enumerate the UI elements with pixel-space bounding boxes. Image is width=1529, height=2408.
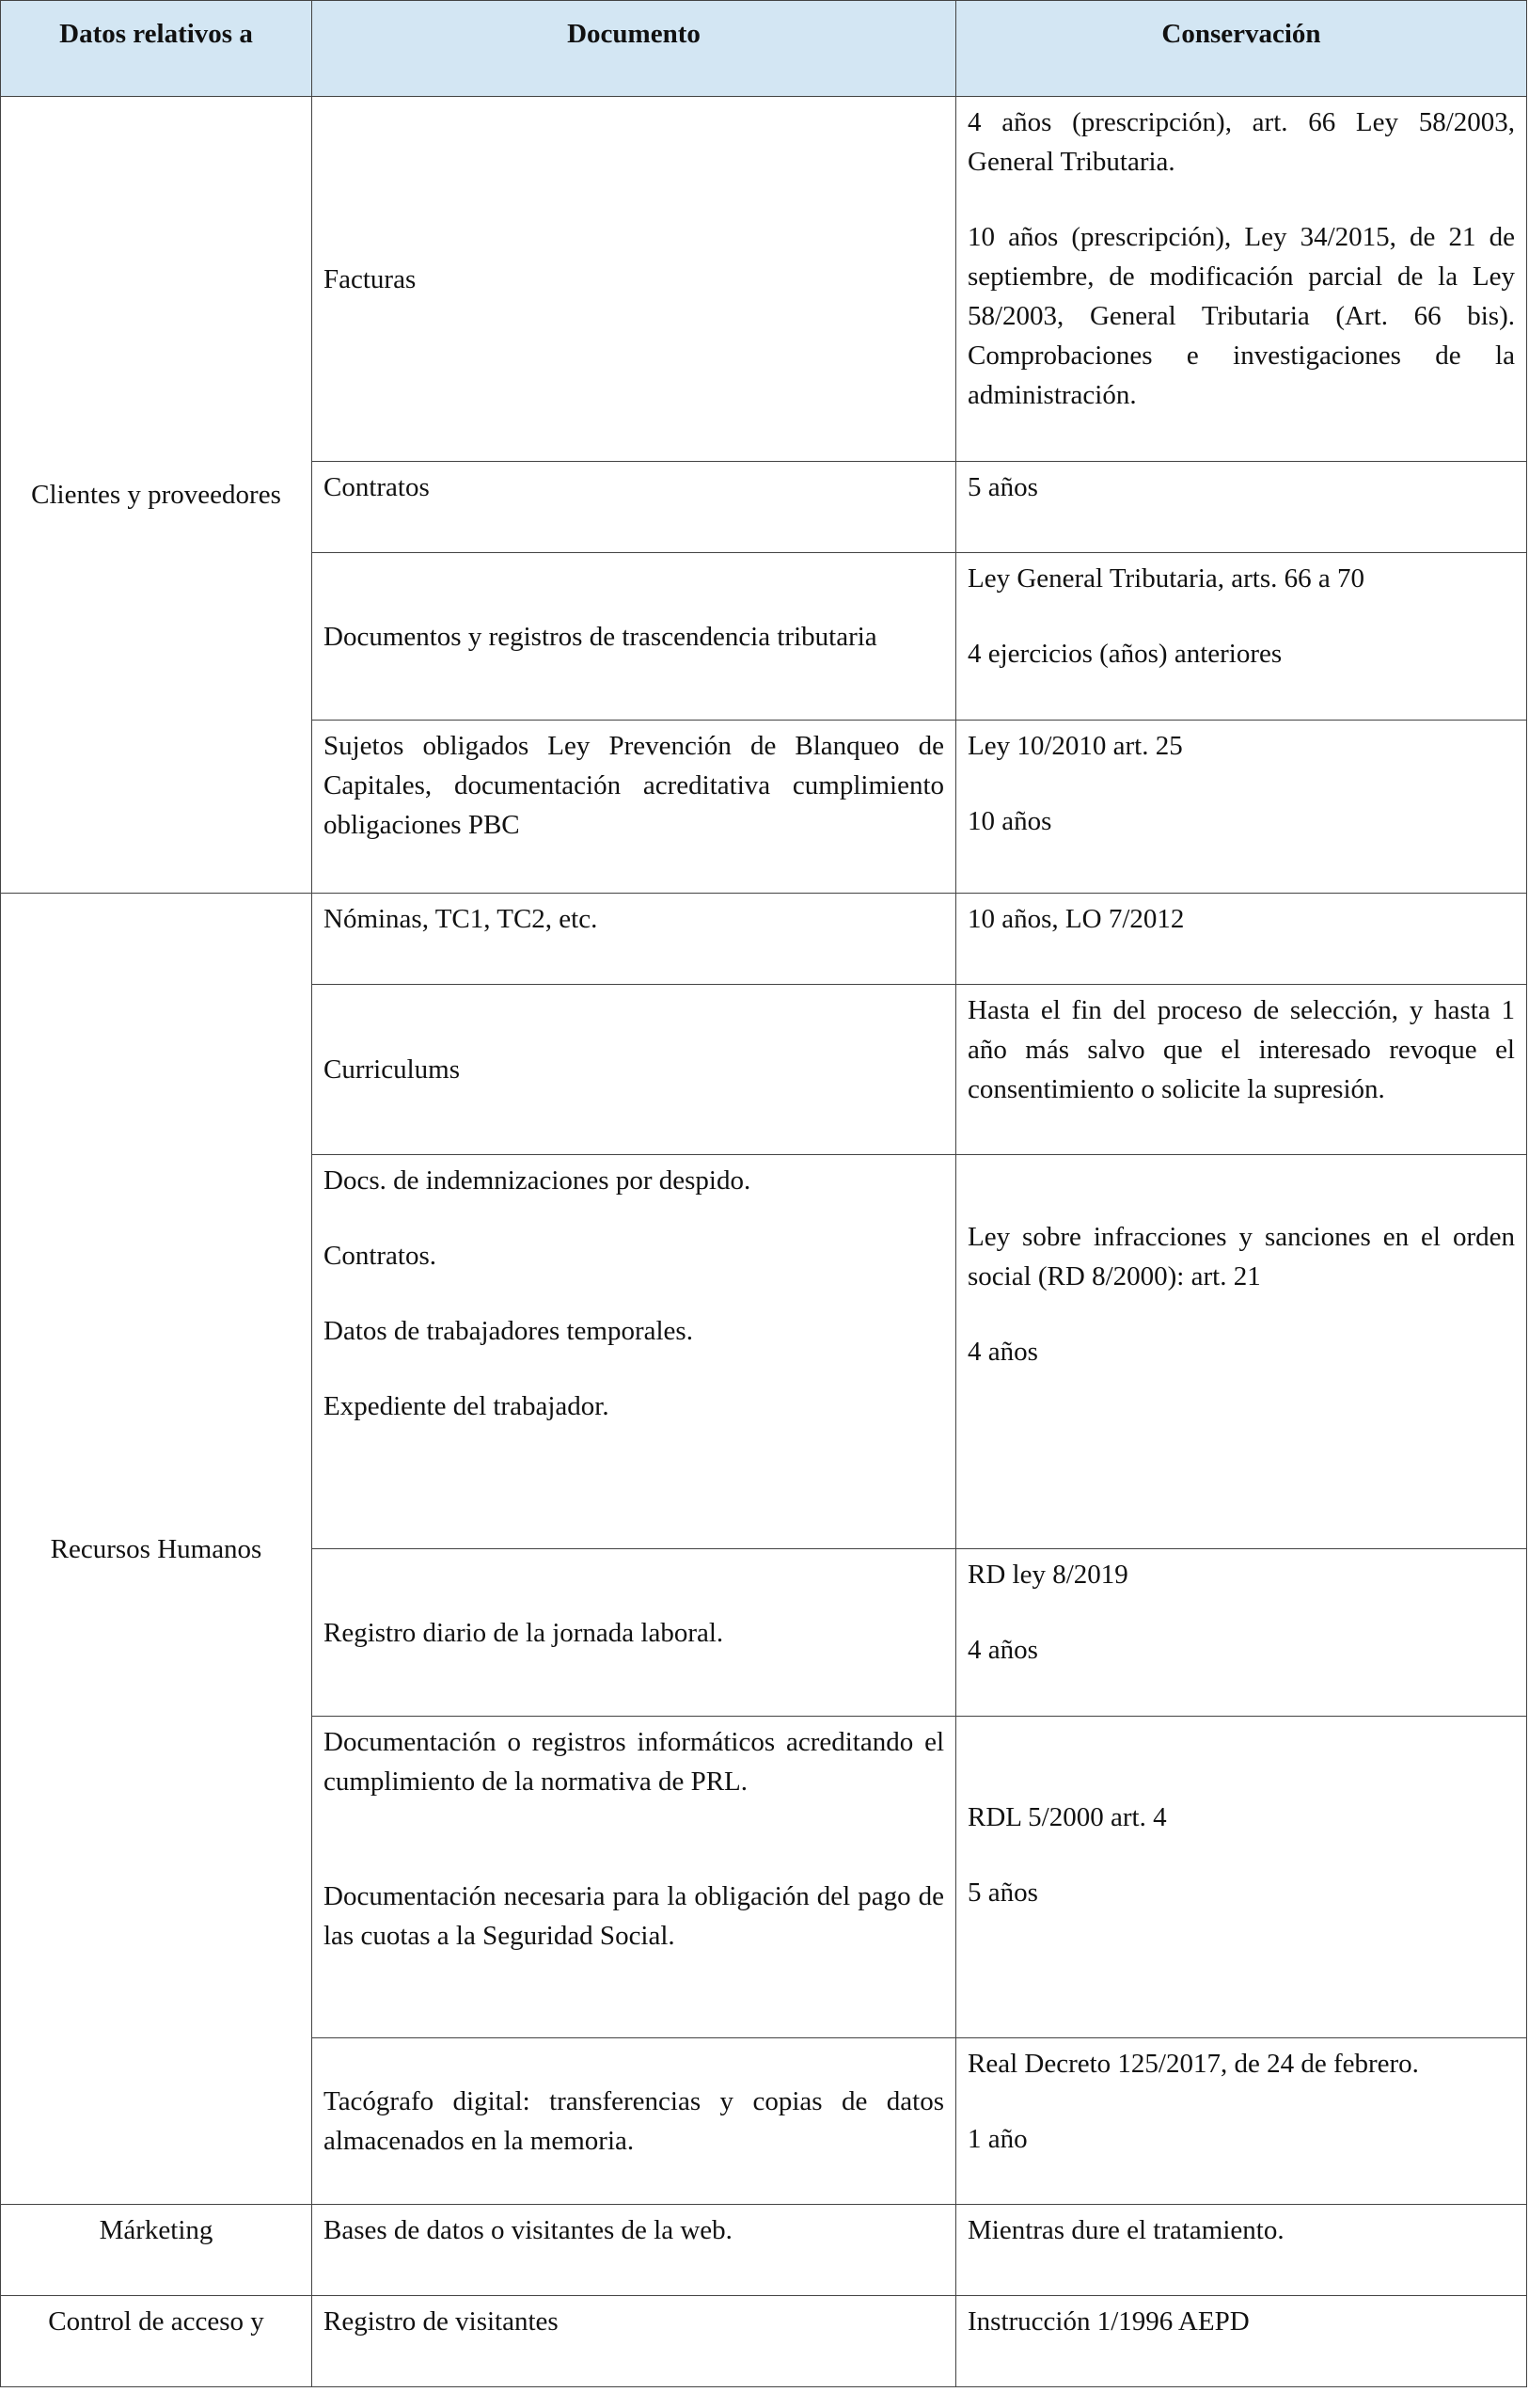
documento-text: Curriculums [323,1054,460,1085]
table-row-documento [311,1155,955,1549]
documento-text: Documentos y registros de trascendencia tributaria [323,621,877,652]
conservacion-text: Ley General Tributaria, arts. 66 a 70 [968,563,1365,594]
conservacion-text: 10 años, LO 7/2012 [968,904,1185,934]
table-row-conservacion [955,1549,1527,1717]
documento-text: Tacógrafo digital: transferencias y copias de datos almacenados en la memoria. [323,2086,944,2156]
conservacion-text: 4 años [968,1635,1038,1665]
table-row-conservacion [955,97,1527,462]
conservacion-text: 4 ejercicios (años) anteriores [968,639,1283,669]
conservacion-text: Mientras dure el tratamiento. [968,2215,1285,2245]
documento-text: Docs. de indemnizaciones por despido. [323,1165,751,1196]
table-row-conservacion [955,1717,1527,2038]
conservacion-text: RD ley 8/2019 [968,1560,1128,1590]
documento-text: Bases de datos o visitantes de la web. [323,2215,733,2245]
documento-text: Facturas [323,263,417,294]
conservacion-text: 4 años [968,1337,1038,1367]
documento-text: Documentación necesaria para la obligación del pago de las cuotas a la Seguridad Social. [323,1881,944,1951]
documento-text: Registro diario de la jornada laboral. [323,1617,724,1648]
conservacion-text: 5 años [968,472,1038,502]
group-control-acceso [0,2296,311,2387]
group-label: Márketing [99,2215,213,2245]
documento-text: Sujetos obligados Ley Prevención de Blanqueo de Capitales, documentación acreditativa cumplimiento obligaciones PBC [323,731,944,840]
table-row-documento [311,97,955,462]
conservacion-text: Ley 10/2010 art. 25 [968,731,1183,761]
conservacion-text: RDL 5/2000 art. 4 [968,1802,1167,1832]
table-row-conservacion [955,1155,1527,1549]
table-row-conservacion [955,721,1527,894]
table-row-conservacion [955,2205,1527,2296]
conservacion-text: Instrucción 1/1996 AEPD [968,2306,1250,2337]
documento-text: Datos de trabajadores temporales. [323,1316,693,1346]
documento-text: Registro de visitantes [323,2306,559,2337]
table-row-documento [311,462,955,553]
table-row-documento [311,721,955,894]
table-row-documento [311,1549,955,1717]
table-row-documento [311,2205,955,2296]
table-row-conservacion [955,553,1527,721]
conservacion-text: 10 años [968,806,1052,836]
table-row-documento [311,2038,955,2205]
table-row-documento [311,894,955,985]
header-datos-relativos: Datos relativos a [0,0,311,97]
table-row-conservacion [955,2038,1527,2205]
table-row-conservacion [955,462,1527,553]
documento-text: Contratos [323,472,430,502]
table-row-documento [311,1717,955,2038]
header-conservacion: Conservación [955,0,1527,97]
group-clientes-proveedores [0,97,311,894]
conservacion-text: 5 años [968,1877,1038,1908]
table-row-documento [311,985,955,1155]
table-row-conservacion [955,985,1527,1155]
table-row-documento [311,2296,955,2387]
conservacion-text: 4 años (prescripción), art. 66 Ley 58/2003, General Tributaria. [968,107,1515,177]
documento-text: Expediente del trabajador. [323,1391,609,1421]
group-recursos-humanos [0,894,311,2205]
group-marketing [0,2205,311,2296]
table-row-conservacion [955,2296,1527,2387]
conservacion-text: Real Decreto 125/2017, de 24 de febrero. [968,2049,1419,2079]
table-row-documento [311,553,955,721]
group-label: Control de acceso y [48,2306,264,2337]
header-documento: Documento [311,0,955,97]
conservacion-text: Ley sobre infracciones y sanciones en el orden social (RD 8/2000): art. 21 [968,1222,1515,1291]
group-label: Recursos Humanos [50,1533,262,1564]
conservacion-text: 1 año [968,2124,1028,2154]
conservacion-text: 10 años (prescripción), Ley 34/2015, de 21 de septiembre, de modificación parcial de la Ley 58/2003, General Tributaria (Art. 66 bis). Comprobaciones e investigaciones de la administración. [968,222,1515,410]
documento-text: Contratos. [323,1241,437,1271]
documento-text: Nóminas, TC1, TC2, etc. [323,904,598,934]
group-label: Clientes y proveedores [31,480,281,510]
table-row-conservacion [955,894,1527,985]
conservacion-text: Hasta el fin del proceso de selección, y hasta 1 año más salvo que el interesado revoque el consentimiento o solicite la supresión. [968,995,1515,1104]
documento-text: Documentación o registros informáticos acreditando el cumplimiento de la normativa de PRL. [323,1727,944,1797]
